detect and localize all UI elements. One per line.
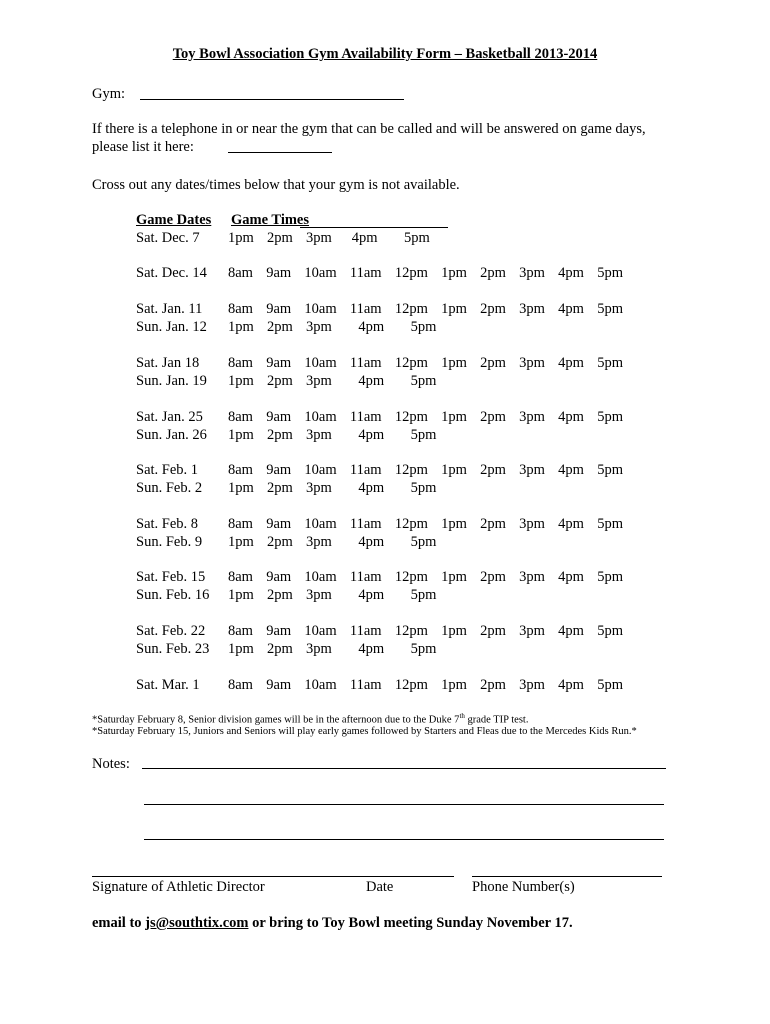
phone-number-label: Phone Number(s) <box>472 879 575 895</box>
game-date: Sun. Jan. 26 <box>136 427 207 443</box>
game-date: Sat. Jan 18 <box>136 355 200 371</box>
game-date: Sun. Feb. 16 <box>136 587 210 603</box>
game-times[interactable]: 8am 9am 10am 11am 12pm 1pm 2pm 3pm 4pm 5pm <box>228 623 623 639</box>
phone-number-line[interactable] <box>472 876 662 877</box>
game-times[interactable]: 8am 9am 10am 11am 12pm 1pm 2pm 3pm 4pm 5pm <box>228 301 623 317</box>
game-times[interactable]: 8am 9am 10am 11am 12pm 1pm 2pm 3pm 4pm 5pm <box>228 569 623 585</box>
game-times[interactable]: 1pm 2pm 3pm 4pm 5pm <box>228 480 437 496</box>
game-times[interactable]: 8am 9am 10am 11am 12pm 1pm 2pm 3pm 4pm 5pm <box>228 677 623 693</box>
email-link[interactable]: js@southtix.com <box>145 915 249 931</box>
notes-line-3[interactable] <box>144 839 664 840</box>
game-times[interactable]: 1pm 2pm 3pm 4pm 5pm <box>228 587 437 603</box>
game-date: Sun. Jan. 19 <box>136 373 207 389</box>
footnote-feb-15: *Saturday February 15, Juniors and Seniors will play early games followed by Starters and Fleas due to the Mercedes Kids Run.* <box>92 726 637 737</box>
game-date: Sat. Jan. 25 <box>136 409 203 425</box>
form-title: Toy Bowl Association Gym Availability Form – Basketball 2013-2014 <box>172 46 598 62</box>
game-date: Sun. Feb. 9 <box>136 534 203 550</box>
game-times[interactable]: 8am 9am 10am 11am 12pm 1pm 2pm 3pm 4pm 5pm <box>228 265 623 281</box>
game-times[interactable]: 8am 9am 10am 11am 12pm 1pm 2pm 3pm 4pm 5pm <box>228 409 623 425</box>
date-label: Date <box>366 879 394 895</box>
game-times[interactable]: 8am 9am 10am 11am 12pm 1pm 2pm 3pm 4pm 5pm <box>228 355 623 371</box>
game-date: Sat. Mar. 1 <box>136 677 200 693</box>
gym-label: Gym: <box>92 86 126 102</box>
header-game-dates: Game Dates <box>136 212 212 228</box>
signature-line[interactable] <box>92 876 454 877</box>
game-date: Sat. Dec. 7 <box>136 230 200 246</box>
notes-line-1[interactable] <box>142 768 666 769</box>
footnote-feb-8: *Saturday February 8, Senior division games will be in the afternoon due to the Duke 7th grade TIP test. <box>92 712 529 726</box>
game-date: Sat. Jan. 11 <box>136 301 203 317</box>
game-times[interactable]: 1pm 2pm 3pm 4pm 5pm <box>228 534 437 550</box>
gym-field-line[interactable] <box>140 99 404 100</box>
game-times[interactable]: 1pm 2pm 3pm 4pm 5pm <box>228 319 437 335</box>
game-date: Sat. Feb. 8 <box>136 516 199 532</box>
header-underline <box>300 227 448 228</box>
game-date: Sat. Feb. 22 <box>136 623 206 639</box>
notes-line-2[interactable] <box>144 804 664 805</box>
game-date: Sun. Jan. 12 <box>136 319 207 335</box>
game-times[interactable]: 8am 9am 10am 11am 12pm 1pm 2pm 3pm 4pm 5pm <box>228 516 623 532</box>
game-date: Sat. Dec. 14 <box>136 265 207 281</box>
game-times[interactable]: 1pm 2pm 3pm 4pm 5pm <box>228 641 437 657</box>
game-date: Sun. Feb. 2 <box>136 480 203 496</box>
game-times[interactable]: 1pm 2pm 3pm 4pm 5pm <box>228 427 437 443</box>
game-date: Sun. Feb. 23 <box>136 641 210 657</box>
game-times[interactable]: 1pm 2pm 3pm 4pm 5pm <box>228 230 430 246</box>
phone-prompt-line2: please list it here: <box>92 139 194 155</box>
email-instruction: email to js@southtix.com or bring to Toy Bowl meeting Sunday November 17. <box>92 915 573 931</box>
game-times[interactable]: 1pm 2pm 3pm 4pm 5pm <box>228 373 437 389</box>
game-times[interactable]: 8am 9am 10am 11am 12pm 1pm 2pm 3pm 4pm 5pm <box>228 462 623 478</box>
signature-label: Signature of Athletic Director <box>92 879 265 895</box>
game-date: Sat. Feb. 15 <box>136 569 206 585</box>
phone-field-line[interactable] <box>228 152 332 153</box>
header-game-times: Game Times <box>231 212 310 228</box>
phone-prompt-line1: If there is a telephone in or near the gym that can be called and will be answered on game days, <box>92 121 646 137</box>
notes-label: Notes: <box>92 756 130 772</box>
instruction-text: Cross out any dates/times below that your gym is not available. <box>92 177 460 193</box>
game-date: Sat. Feb. 1 <box>136 462 199 478</box>
